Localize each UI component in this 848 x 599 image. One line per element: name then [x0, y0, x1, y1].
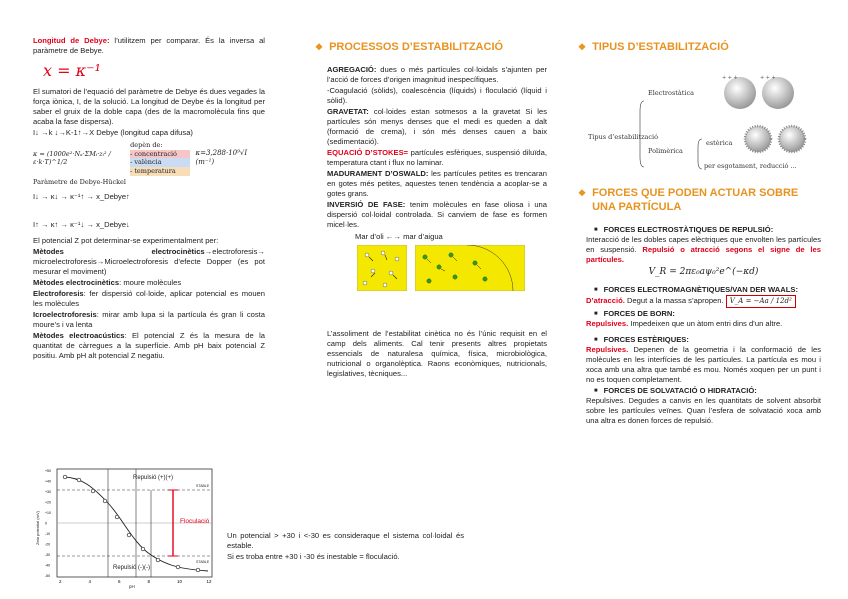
force-1-title: ■ FORCES ELECTROSTÀTIQUES DE REPULSIÓ:	[594, 224, 774, 234]
y-tick-label: +30	[45, 490, 51, 494]
column-middle	[315, 40, 547, 380]
arrow-line-3: I↑ → κ↑ → κ⁻¹↓ → x_Debye↓	[33, 220, 130, 230]
debye-equation: κ = (1000e²·Nₐ·ΣMᵢ·zᵢ² / ε·k·T)^1/2	[33, 149, 111, 167]
square-bullet-icon: ■	[594, 387, 598, 394]
method-1: Mètodes electrocinètics→electroforesis→ microelectroforesis→Microelectroforesis d’efecte Dopper (es pot mesurar el moviment)	[33, 247, 265, 277]
arrow-line-1: I↓ →k ↓→K-1↑→X Debye (longitud capa difusa)	[33, 128, 193, 138]
square-bullet-icon: ■	[594, 286, 598, 293]
debye-paragraph: Longitud de Debye: l’utilitzem per comparar. És la inversa al paràmetre de Bebye.	[33, 36, 265, 56]
stokes-paragraph: EQUACIÓ D’STOKES= partícules esfèriques, suspensió diluïda, temperatura ctant i flux no laminar.	[327, 147, 547, 167]
debye-equation-right: κ=3,288·10⁹√I (m⁻¹)	[195, 149, 248, 167]
emulsion-images	[357, 245, 547, 291]
debye-equation-block	[33, 141, 265, 175]
diagram-sterica: estèrica	[706, 138, 733, 147]
diagram-esgotament: per esgotament, reducció ...	[704, 161, 797, 170]
force-1-text: Interacció de les dobles capes elèctriques que envolten les partícules en suspensió. Repulsió o atracció segons el signe de les partícules.	[586, 234, 821, 264]
heading-tipus: ❖ TIPUS D’ESTABILITZACIÓ	[578, 41, 729, 53]
water-sea-image	[415, 245, 525, 291]
method-4: Icroelectroforesis: mirar amb lupa si la partícula és gran li costa moure’s i va lenta	[33, 310, 265, 330]
force-3-title: ■ FORCES DE BORN:	[594, 308, 675, 318]
diamond-bullet-icon: ❖	[578, 187, 587, 198]
x-tick-label: 2	[59, 579, 62, 584]
stabilization-types-diagram	[586, 61, 816, 171]
method-2: Mètodes electrocinètics: moure molècules	[33, 278, 182, 288]
x-tick-label: 12	[206, 579, 212, 584]
equation-caption: Paràmetre de Debye-Hückel	[33, 177, 126, 186]
debye-label: Longitud de Debye:	[33, 36, 110, 45]
graph-floc-label: Floculació	[180, 518, 210, 525]
force-5-text: Repulsives. Degudes a canvis en les quantitats de solvent absorbit sobre les partícules veïnes. Quan l’esfera de solvatació xoca amb una altra es donen forces de repulsió.	[586, 395, 821, 425]
column-left	[33, 36, 265, 362]
x-tick-label: 10	[177, 579, 183, 584]
force-4-text: Repulsives. Depenen de la geometria i la conformació de les molècules en les interfícies de les partícules. La partícula es mou i xoca amb una altra que també es mou. Només xoquen per un punt i no es toquen completament.	[586, 344, 821, 384]
square-bullet-icon: ■	[594, 310, 598, 317]
diagram-root: Tipus d’estabilització	[588, 132, 659, 141]
y-tick-label: +20	[45, 500, 51, 505]
zeta-intro: El potencial Z pot determinar-se experimentalment per:	[33, 236, 219, 246]
y-tick-label: -40	[45, 563, 51, 568]
y-tick-label: -30	[45, 553, 51, 557]
diagram-polimerica: Polimèrica	[648, 146, 683, 155]
force-5-title: ■ FORCES DE SOLVATACIÓ O HIDRATACIÓ:	[594, 385, 757, 395]
diagram-electro: Electrostàtica	[648, 88, 694, 97]
depen-list: depèn de: - concentració - valència - temperatura	[130, 141, 189, 175]
arrow-line-2: I↓ → κ↓ → κ⁻¹↑ → x_Debye↑	[33, 192, 130, 202]
force-1-formula: V_R = 2πε₀aψ₀²e^(−κd)	[648, 266, 759, 277]
y-tick-label: -10	[45, 532, 51, 536]
force-2-formula: V_A = −Aa / 12d²	[726, 295, 796, 308]
y-tick-label: +10	[45, 511, 51, 515]
oil-sea-image	[357, 245, 407, 291]
inversio-paragraph: INVERSIÓ DE FASE: tenim molècules en fase oliosa i una dispersió col·loidal controlada. Si canviem de fase es formen micel·les.	[327, 199, 547, 229]
y-tick-label: +50	[45, 469, 51, 473]
column-right	[578, 40, 821, 427]
method-5: Mètodes electroacústics: El potencial Z és la mesura de la quantitat de càrregues a la superfície. Amb pH baix potencial Z positiu. Amb pH alt potencial Z negatiu.	[33, 331, 265, 361]
diamond-bullet-icon: ❖	[578, 42, 587, 52]
mar-label: Mar d’oli ←→ mar d’aigua	[355, 231, 443, 241]
sum-paragraph: El sumatori de l’equació del paràmetre de Debye és dues vegades la força iònica, I, de la solució. La longitud de Deybe és la longitud per saber el gruix de la doble capa (des de la macromolècula fins que acaba la fase dispersa).	[33, 87, 265, 127]
square-bullet-icon: ■	[594, 336, 598, 343]
y-tick-label: -50	[45, 574, 51, 578]
y-tick-label: 0	[45, 521, 47, 526]
diamond-bullet-icon: ❖	[315, 42, 324, 52]
steric-spheres	[745, 126, 805, 152]
svg-text:+ + +: + + +	[722, 74, 738, 81]
square-bullet-icon: ■	[594, 226, 598, 233]
force-2-text: D’atracció. Degut a la massa s’apropen. V_A = −Aa / 12d²	[586, 295, 821, 308]
graph-bottom-label: Repulsió (-)(-)	[113, 565, 151, 571]
heading-processos: ❖ PROCESSOS D’ESTABILITZACIÓ	[315, 41, 504, 53]
oswald-paragraph: MADURAMENT D’OSWALD: les partícules petites es trencaran en gotes més petites, aquestes tenen tendència a acoplar-se a gotes grans.	[327, 168, 547, 198]
agregacio-list: -Coagulació (sòlids), coalescència (líquids) i floculació (líquid i sòlid).	[327, 85, 547, 105]
method-3: Electroforesis: fer dispersió col·loide, aplicar potencial es mouen les molècules	[33, 289, 265, 309]
y-tick-label: +40	[45, 479, 51, 484]
electrostatic-spheres	[722, 75, 794, 109]
heading-forces: ❖ FORCES QUE PODEN ACTUAR SOBRE UNA PARTÍCULA	[578, 186, 799, 214]
x-tick-label: 6	[118, 579, 121, 584]
conclusion-paragraph: L’assoliment de l’estabilitat cinètica no és l’únic requisit en el camp dels aliments. Cal tenir presents altres propietats essencials de naturalesa química, física, microbiològica, nutricional o organolèptica. Raons econòmiques, nutricionals, legislatives, tècniques...	[327, 328, 547, 378]
zeta-potential-graph	[33, 465, 218, 589]
svg-text:+ + +: + + +	[760, 74, 776, 81]
graph-stable-bottom: STABLE	[196, 560, 210, 564]
graph-ylabel: Zeta potential (mV)	[35, 510, 40, 545]
kappa-formula: x = κ⁻¹	[43, 61, 101, 81]
x-tick-label: 4	[88, 579, 92, 584]
graph-stable-top: STABLE	[196, 484, 210, 488]
agregacio-paragraph: AGREGACIÓ: dues o més partícules col·loidals s’ajunten per l’acció de forces d’origen imagnitud inespecífiques.	[327, 64, 547, 84]
force-2-title: ■ FORCES ELECTROMAGNÈTIQUES/VAN DER WAALS:	[594, 284, 798, 294]
graph-caption: Un potencial > +30 i <-30 es consideraque el sistema col·loidal és estable. Si es troba entre +30 i -30 és inestable = floculació.	[227, 531, 464, 562]
graph-top-label: Repulsió (+)(+)	[133, 475, 174, 481]
y-tick-label: -20	[45, 542, 51, 547]
x-tick-label: 8	[147, 579, 151, 584]
gravetat-paragraph: GRAVETAT: col·loides estan sotmesos a la gravetat Si les partícules són menys denses que el medi es queden a dalt (formació de crema), i són més denses cauen a baix (sedimentació).	[327, 106, 547, 146]
force-3-text: Repulsives. Impedeixen que un àtom entri dins d’un altre.	[586, 318, 783, 328]
force-4-title: ■ FORCES ESTÈRIQUES:	[594, 334, 689, 344]
graph-xlabel: pH	[129, 584, 135, 589]
